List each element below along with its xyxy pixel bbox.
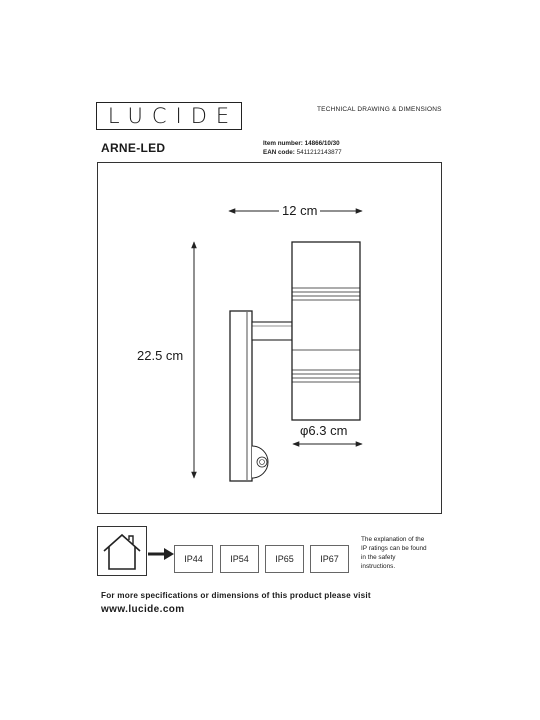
ip-arrow-head (164, 548, 174, 560)
diameter-label: φ6.3 cm (300, 423, 348, 438)
product-name: ARNE-LED (101, 141, 166, 155)
width-label: 12 cm (279, 203, 320, 218)
motion-sensor (252, 446, 268, 478)
wall-plate (230, 311, 252, 481)
connecting-arm (252, 322, 292, 340)
house-icon (98, 527, 146, 575)
footer-text: For more specifications or dimensions of this product please visit (101, 591, 371, 600)
document-type: TECHNICAL DRAWING & DIMENSIONS (317, 106, 442, 113)
ip-note-line: The explanation of the (361, 536, 425, 543)
ip-note (361, 535, 451, 571)
cylinder-body (292, 242, 360, 420)
ip-note-line: IP ratings can be found (361, 545, 427, 552)
ip-rating-badge: IP65 (265, 545, 304, 573)
ip-rating-badge: IP44 (174, 545, 213, 573)
item-number-label: Item number: (263, 140, 303, 147)
logo-text: LUCIDE (107, 104, 239, 128)
ip-rating-badge: IP54 (220, 545, 259, 573)
ean-value: 5411212143877 (296, 149, 342, 156)
website-link[interactable]: www.lucide.com (101, 604, 185, 615)
ip-note-line: instructions. (361, 563, 396, 570)
height-label: 22.5 cm (137, 348, 184, 363)
house-box (97, 526, 147, 576)
ip-rating-badge: IP67 (310, 545, 349, 573)
item-number-value: 14866/10/30 (304, 140, 340, 147)
ean-label: EAN code: (263, 149, 295, 156)
ip-note-line: in the safety (361, 554, 396, 561)
